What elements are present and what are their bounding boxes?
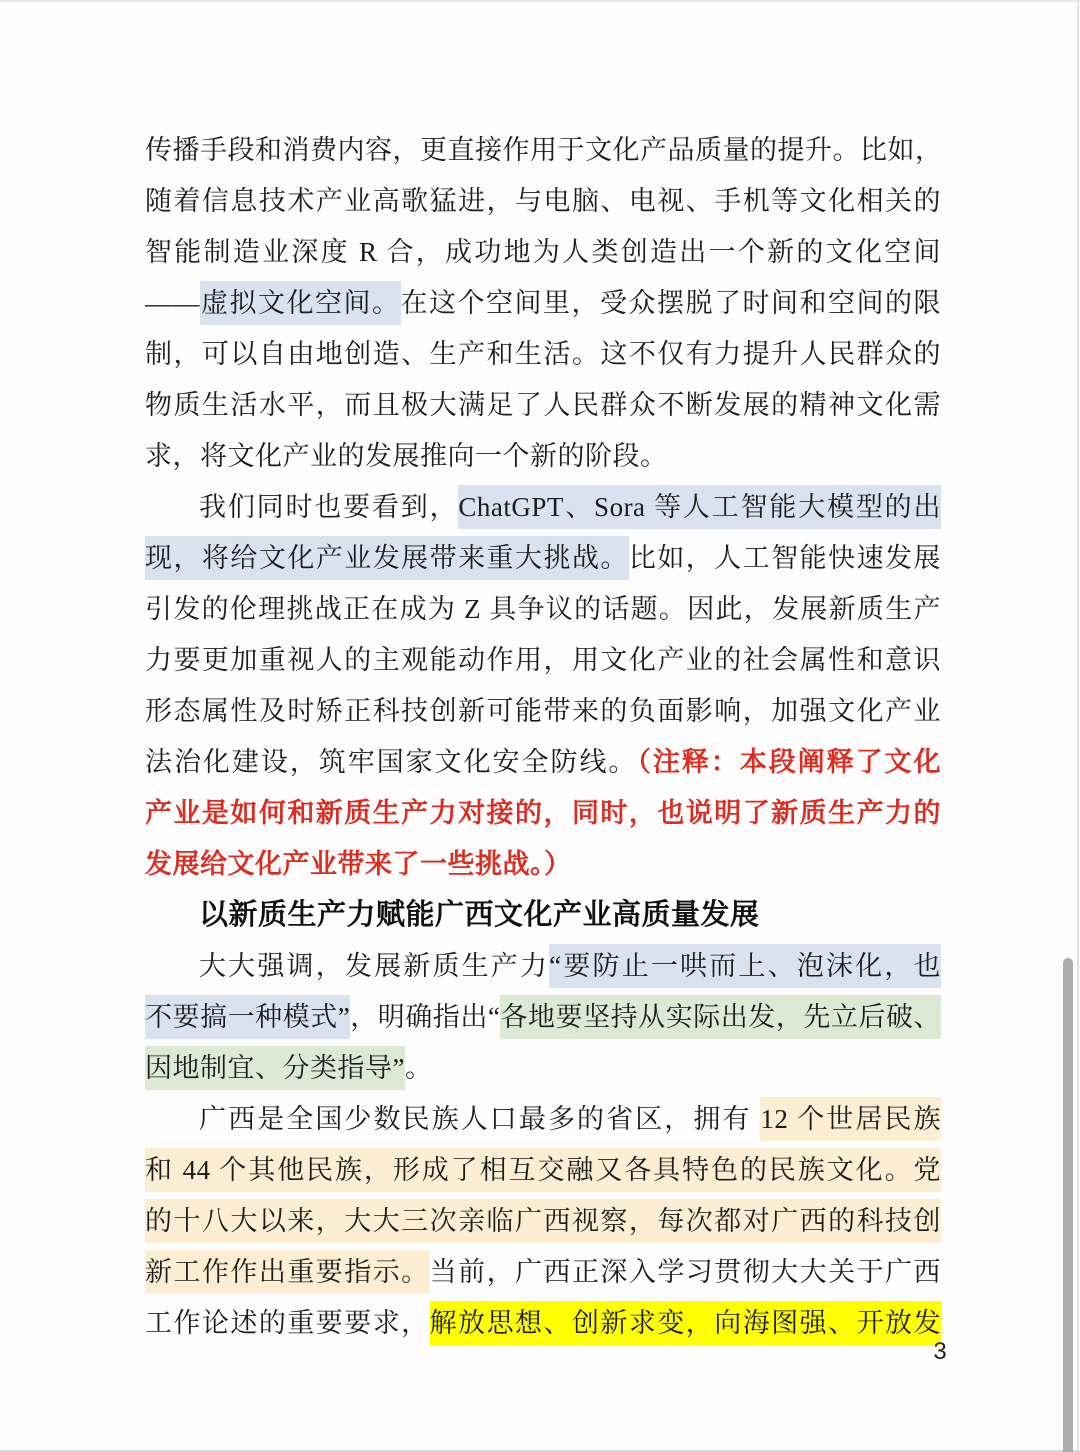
highlighted-text: 现，将给文化产业发展带来重大挑战。 <box>145 536 629 580</box>
text-line <box>145 1094 941 1145</box>
text-run: —— <box>145 288 200 318</box>
highlighted-text: 解放思想、创新求变，向海图强、开放发 <box>430 1301 941 1345</box>
text-line <box>145 329 941 380</box>
text-line <box>145 1043 941 1094</box>
text-run: 比如，人工智能快速发展 <box>628 543 942 573</box>
annotation-text: （注释：本段阐释了文化 <box>637 747 942 777</box>
highlighted-text: 的十八大以来，大大三次亲临广西视察，每次都对广西的科技创 <box>145 1199 941 1243</box>
highlighted-text: 虚拟文化空间。 <box>200 281 401 325</box>
annotation-text: 发展给文化产业带来了一些挑战。） <box>145 849 572 879</box>
text-line <box>145 176 941 227</box>
text-line <box>145 431 941 482</box>
text-run: 法治化建设，筑牢国家文化安全防线。 <box>145 747 638 777</box>
text-line <box>145 890 941 941</box>
text-line <box>145 839 941 890</box>
highlighted-text: 因地制宜、分类指导” <box>145 1046 405 1090</box>
text-line <box>145 278 941 329</box>
text-run: 工作论述的重要要求， <box>145 1308 430 1338</box>
highlighted-text: ChatGPT、Sora 等人工智能大模型的出 <box>458 485 941 529</box>
text-line <box>145 380 941 431</box>
text-line <box>145 686 941 737</box>
text-line <box>145 1247 941 1298</box>
text-line <box>145 482 941 533</box>
text-line <box>145 1145 941 1196</box>
highlighted-text: 12 个世居民族 <box>760 1097 941 1141</box>
text-line <box>145 125 941 176</box>
text-run: 力要更加重视人的主观能动作用，用文化产业的社会属性和意识 <box>145 645 941 675</box>
highlighted-text: 不要搞一种模式” <box>145 995 350 1039</box>
text-run: 制，可以自由地创造、生产和生活。这不仅有力提升人民群众的 <box>145 339 941 369</box>
text-run: 智能制造业深度 R 合，成功地为人类创造出一个新的文化空间 <box>145 237 941 267</box>
text-run: 在这个空间里，受众摆脱了时间和空间的限 <box>400 288 941 318</box>
text-line <box>145 227 941 278</box>
text-line <box>145 584 941 635</box>
highlighted-text: “要防止一哄而上、泡沫化，也 <box>549 944 941 988</box>
text-run: 随着信息技术产业高歌猛进，与电脑、电视、手机等文化相关的 <box>145 186 941 216</box>
text-line <box>145 635 941 686</box>
text-run: ，明确指出“ <box>350 1002 501 1032</box>
text-line <box>145 1196 941 1247</box>
page-right-border <box>1077 0 1079 1452</box>
scrollbar-thumb[interactable] <box>1063 958 1073 1452</box>
text-run: 引发的伦理挑战正在成为 Z 具争议的话题。因此，发展新质生产 <box>145 594 941 624</box>
highlighted-text: 各地要坚持从实际出发，先立后破、 <box>500 995 941 1039</box>
page-top-border <box>0 0 1080 2</box>
text-run: 广西是全国少数民族人口最多的省区，拥有 <box>199 1104 761 1134</box>
text-run: 我们同时也要看到， <box>199 492 459 522</box>
text-line <box>145 992 941 1043</box>
text-run: 形态属性及时矫正科技创新可能带来的负面影响，加强文化产业 <box>145 696 941 726</box>
text-line <box>145 533 941 584</box>
text-run: 。 <box>404 1053 433 1083</box>
text-line <box>145 1298 941 1349</box>
highlighted-text: 新工作作出重要指示。 <box>145 1250 430 1294</box>
text-line <box>145 737 941 788</box>
annotation-text: 产业是如何和新质生产力对接的，同时，也说明了新质生产力的 <box>145 798 941 828</box>
text-run: 当前，广西正深入学习贯彻大大关于广西 <box>429 1257 942 1287</box>
text-run: 求，将文化产业的发展推向一个新的阶段。 <box>145 441 668 471</box>
text-run: 物质生活水平，而且极大满足了人民群众不断发展的精神文化需 <box>145 390 941 420</box>
text-line <box>145 788 941 839</box>
section-heading: 以新质生产力赋能广西文化产业高质量发展 <box>199 899 760 931</box>
highlighted-text: 和 44 个其他民族，形成了相互交融又各具特色的民族文化。党 <box>145 1148 941 1192</box>
text-run: 大大强调，发展新质生产力 <box>199 951 550 981</box>
document-text-column <box>145 125 941 1349</box>
text-line <box>145 941 941 992</box>
text-run: 传播手段和消费内容，更直接作用于文化产品质量的提升。比如， <box>145 135 943 165</box>
page-number: 3 <box>933 1338 947 1365</box>
